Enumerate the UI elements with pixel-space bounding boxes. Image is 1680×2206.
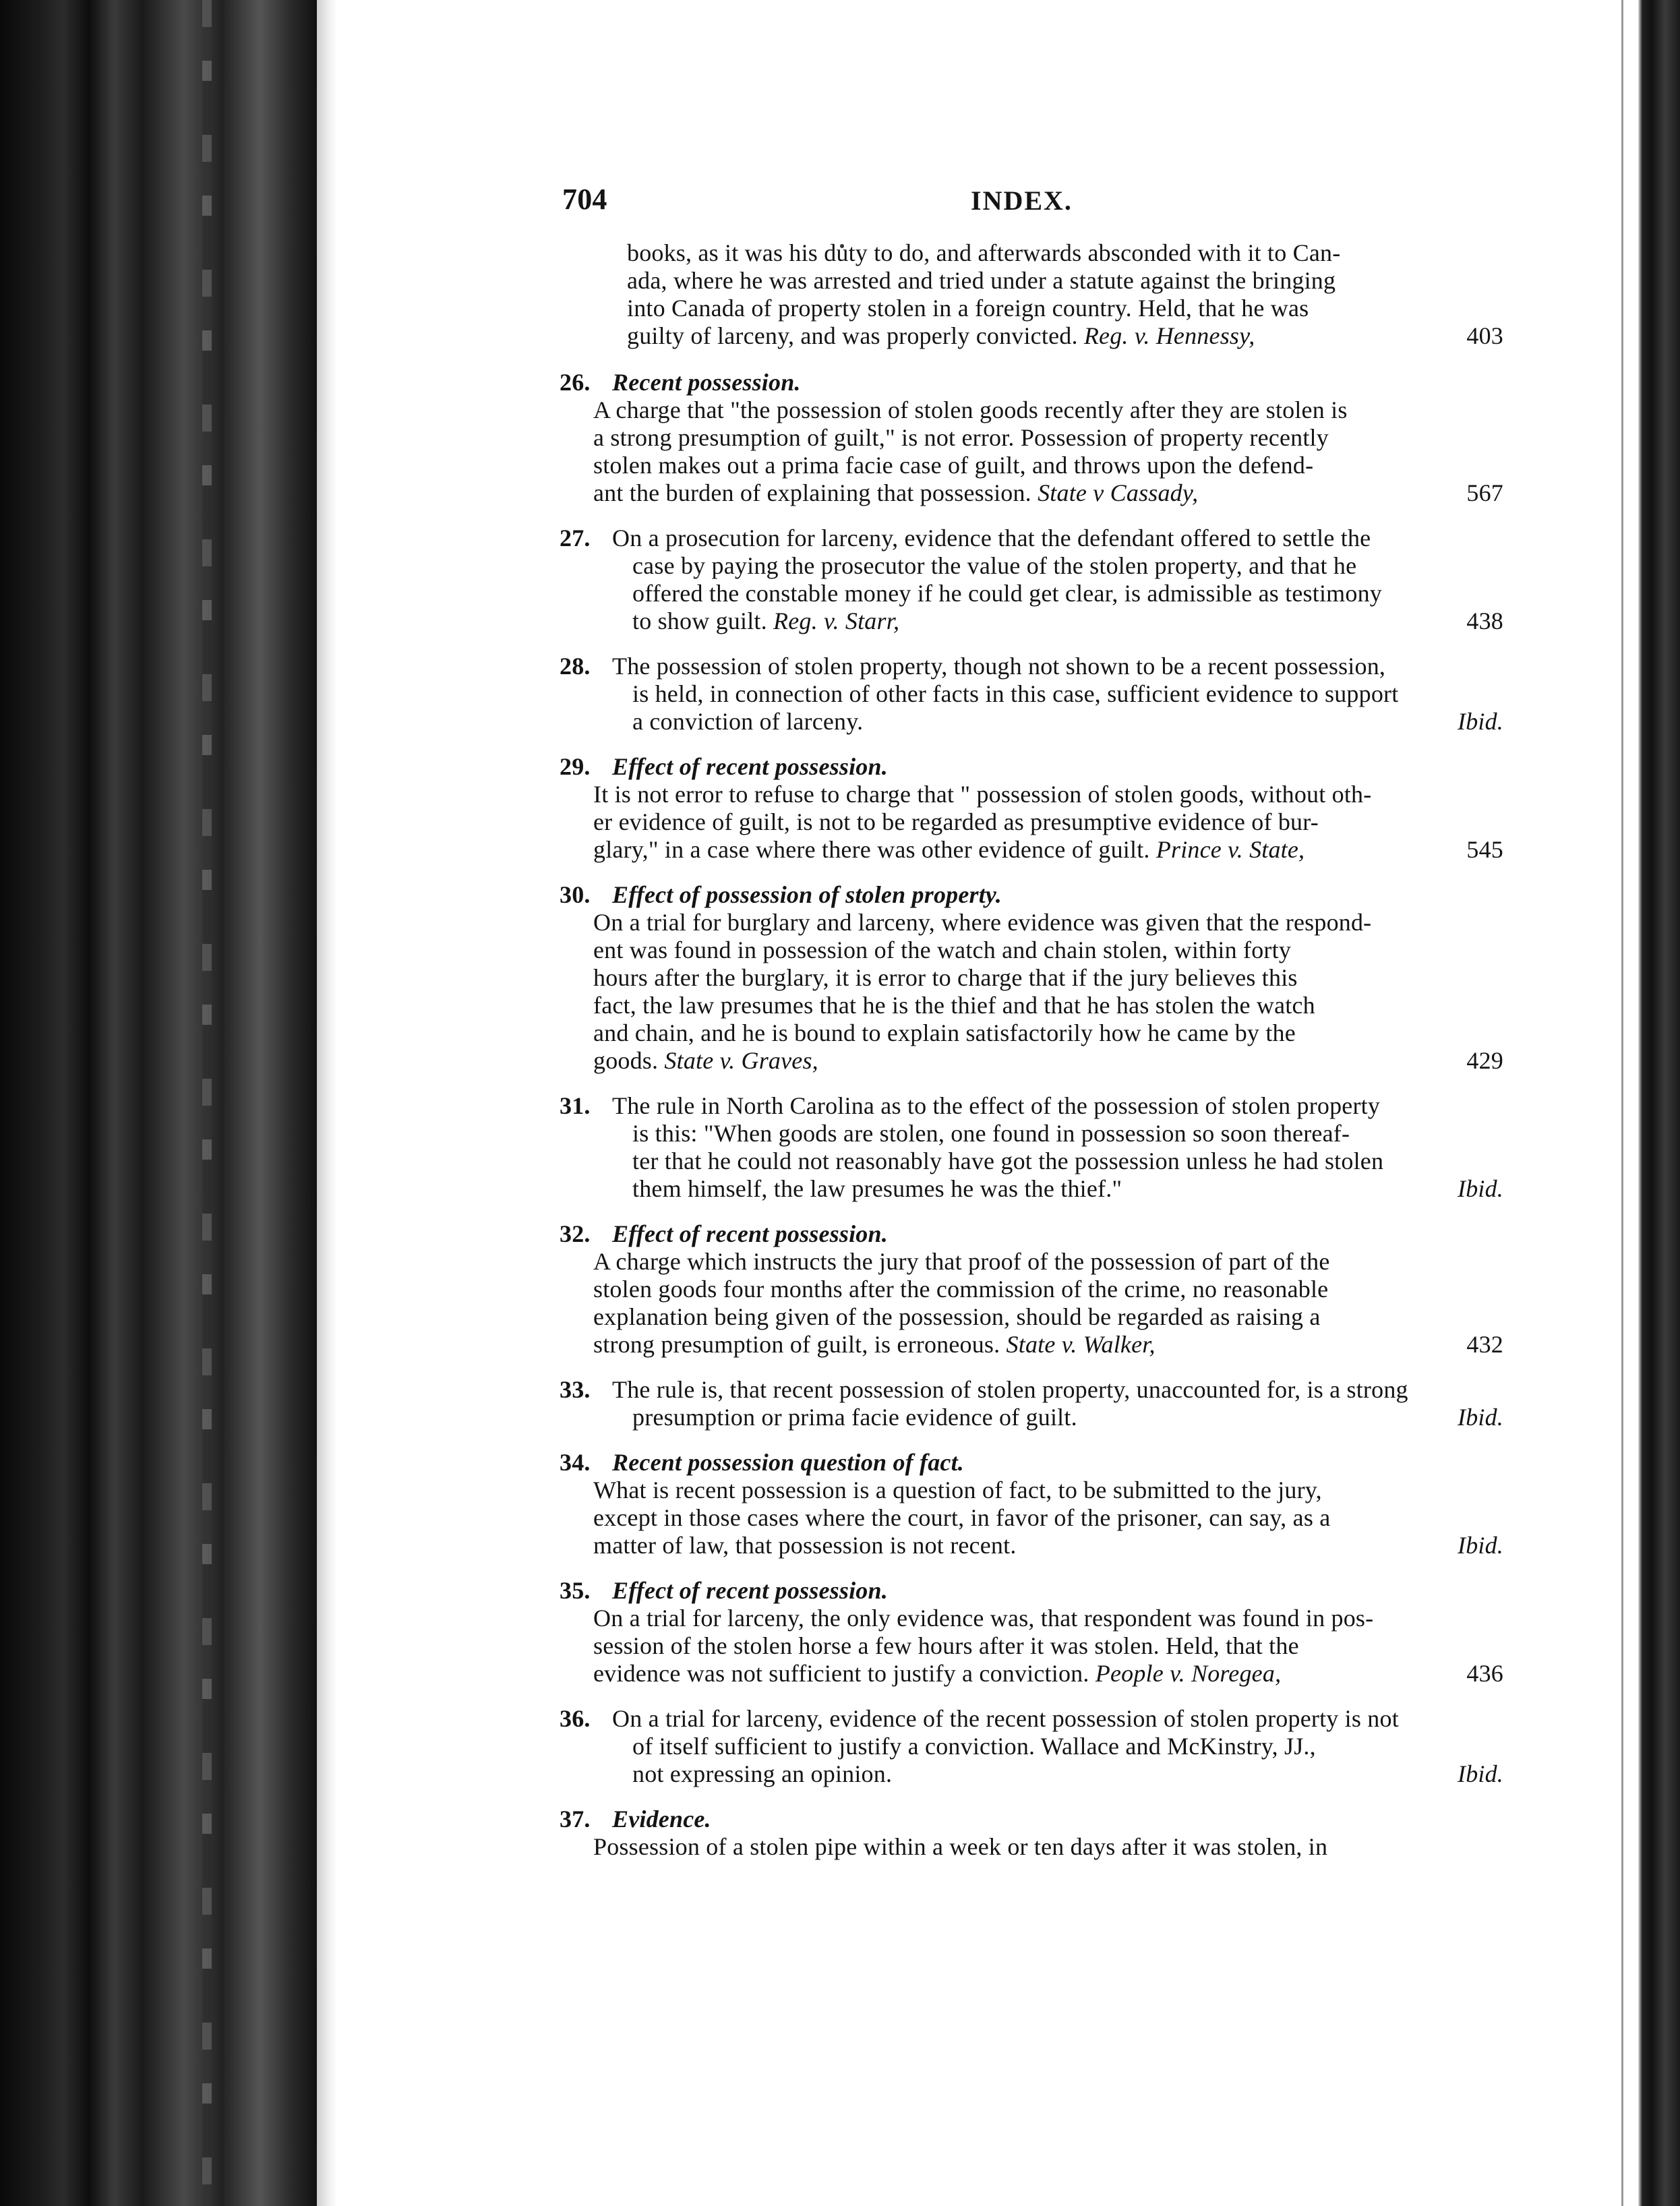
entry-last-line: [593, 1047, 1503, 1075]
entry-last-line: [593, 1331, 1503, 1359]
entry-last-text: goods.: [593, 1047, 659, 1074]
entry-topic: Recent possession.: [612, 369, 801, 396]
entry-number: 29.: [560, 753, 591, 780]
case-citation: Reg. v. Starr,: [773, 607, 900, 634]
page-reference: Ibid.: [1458, 708, 1503, 735]
entry-last-text: Possession of a stolen pipe within a week or ten days after it was stolen, in: [593, 1833, 1328, 1860]
entry-line: The rule in North Carolina as to the effect of the possession of stolen property: [612, 1092, 1381, 1119]
entry-body: [593, 1248, 1503, 1359]
entry-line: ent was found in possession of the watch and chain stolen, within forty: [593, 936, 1292, 963]
page-gutter-shadow: [317, 0, 337, 2206]
entry-line: stolen makes out a prima facie case of guilt, and throws upon the defend-: [593, 452, 1314, 479]
continued-last-line: [627, 322, 1503, 350]
index-entry: [553, 1705, 1503, 1788]
index-entry: [553, 753, 1503, 864]
case-citation: People v. Noregea,: [1095, 1660, 1282, 1687]
entry-number: 34.: [560, 1449, 591, 1476]
page-reference: Ibid.: [1458, 1175, 1503, 1202]
entry-last-line: [632, 1175, 1503, 1203]
entry-last-text: strong presumption of guilt, is erroneous.: [593, 1331, 1000, 1358]
continued-entry: [627, 239, 1503, 350]
entry-line: On a trial for larceny, evidence of the recent possession of stolen property is not: [612, 1705, 1399, 1732]
entry-last-text: to show guilt.: [632, 607, 767, 634]
case-citation: Reg. v. Hennessy,: [1083, 322, 1255, 349]
entry-line: is held, in connection of other facts in this case, sufficient evidence to support: [632, 680, 1399, 707]
running-title: INDEX.: [971, 185, 1073, 216]
entry-body: [612, 653, 1503, 736]
index-entry: [553, 1806, 1503, 1861]
entry-line: A charge which instructs the jury that proof of the possession of part of the: [593, 1248, 1330, 1275]
entry-line: and chain, and he is bound to explain satisfactorily how he came by the: [593, 1019, 1296, 1046]
index-entry: [553, 369, 1503, 507]
entry-line: a strong presumption of guilt," is not error. Possession of property recently: [593, 424, 1329, 451]
index-entry: [553, 1220, 1503, 1359]
entry-line: offered the constable money if he could get clear, is admissible as testimony: [632, 580, 1382, 607]
page-reference: 567: [1466, 479, 1503, 506]
index-entry: [553, 1092, 1503, 1203]
continued-line: books, as it was his duty to do, and afterwards absconded with it to Can-: [627, 239, 1341, 266]
page-header: [553, 185, 1503, 226]
entry-body: [612, 1376, 1503, 1431]
entry-topic: Effect of recent possession.: [612, 1220, 888, 1247]
entry-last-line: [632, 607, 1503, 635]
page-reference: 429: [1466, 1047, 1503, 1074]
entry-numbered-row: [560, 653, 1503, 736]
continued-line: ada, where he was arrested and tried under a statute against the bringing: [627, 267, 1336, 294]
page-reference: 438: [1466, 607, 1503, 634]
index-entries: [553, 369, 1503, 1861]
case-citation: State v. Graves,: [664, 1047, 818, 1074]
entry-number: 30.: [560, 881, 591, 908]
entry-heading: [560, 753, 1503, 781]
entry-heading: [560, 1449, 1503, 1477]
page-reference: Ibid.: [1458, 1532, 1503, 1559]
entry-heading: [560, 369, 1503, 396]
page-number: 704: [562, 183, 607, 216]
page-reference: 545: [1466, 836, 1503, 863]
entry-last-text: ant the burden of explaining that possession.: [593, 479, 1031, 506]
entry-body: [593, 1477, 1503, 1559]
index-entry: [553, 653, 1503, 736]
entry-line: On a trial for burglary and larceny, where evidence was given that the respond-: [593, 909, 1372, 936]
entry-line: On a prosecution for larceny, evidence that the defendant offered to settle the: [612, 525, 1371, 552]
entry-line: stolen goods four months after the commission of the crime, no reasonable: [593, 1276, 1329, 1303]
entry-line: case by paying the prosecutor the value of the stolen property, and that he: [632, 552, 1357, 579]
case-citation: Prince v. State,: [1156, 836, 1305, 863]
entry-last-line: [593, 479, 1503, 507]
entry-last-line: [632, 1760, 1503, 1788]
entry-number: 33.: [560, 1376, 591, 1403]
entry-numbered-row: [560, 1705, 1503, 1788]
index-entry: [553, 1577, 1503, 1688]
entry-line: ter that he could not reasonably have got the possession unless he had stolen: [632, 1147, 1384, 1174]
case-citation: State v Cassady,: [1038, 479, 1199, 506]
entry-last-text: evidence was not sufficient to justify a conviction.: [593, 1660, 1089, 1687]
index-entry: [553, 525, 1503, 635]
page-reference: Ibid.: [1458, 1404, 1503, 1431]
page-edge-line: [1621, 0, 1623, 2206]
index-page: [553, 185, 1503, 1878]
page-reference: 436: [1466, 1660, 1503, 1687]
entry-line: er evidence of guilt, is not to be regarded as presumptive evidence of bur-: [593, 808, 1319, 835]
entry-line: of itself sufficient to justify a conviction. Wallace and McKinstry, JJ.,: [632, 1733, 1316, 1760]
entry-heading: [560, 1577, 1503, 1605]
entry-line: explanation being given of the possession, should be regarded as raising a: [593, 1303, 1321, 1330]
entry-last-text: not expressing an opinion.: [632, 1760, 893, 1787]
entry-number: 37.: [560, 1806, 591, 1832]
entry-body: [593, 396, 1503, 507]
entry-heading: [560, 1806, 1503, 1833]
entry-line: fact, the law presumes that he is the thief and that he has stolen the watch: [593, 992, 1315, 1019]
page-reference: 403: [1466, 322, 1503, 349]
entry-topic: Recent possession question of fact.: [612, 1449, 965, 1476]
entry-number: 36.: [560, 1705, 591, 1732]
entry-number: 26.: [560, 369, 591, 396]
entry-number: 32.: [560, 1220, 591, 1247]
index-entry: [553, 1376, 1503, 1431]
entry-body: [612, 525, 1503, 635]
entry-last-text: matter of law, that possession is not recent.: [593, 1532, 1017, 1559]
entry-number: 31.: [560, 1092, 591, 1119]
entry-body: [593, 781, 1503, 864]
entry-body: [593, 1605, 1503, 1688]
entry-last-text: presumption or prima facie evidence of guilt.: [632, 1404, 1077, 1431]
next-page-edge: [1638, 0, 1680, 2206]
entry-last-line: [593, 836, 1503, 864]
entry-number: 27.: [560, 525, 591, 552]
case-citation: State v. Walker,: [1006, 1331, 1156, 1358]
entry-body: [593, 909, 1503, 1075]
entry-line: session of the stolen horse a few hours after it was stolen. Held, that the: [593, 1632, 1299, 1659]
entry-line: The possession of stolen property, though not shown to be a recent possession,: [612, 653, 1386, 680]
entry-numbered-row: [560, 1092, 1503, 1203]
entry-last-text: them himself, the law presumes he was the thief.": [632, 1175, 1122, 1202]
entry-line: On a trial for larceny, the only evidence was, that respondent was found in pos-: [593, 1605, 1374, 1632]
entry-line: hours after the burglary, it is error to charge that if the jury believes this: [593, 964, 1298, 991]
entry-topic: Effect of recent possession.: [612, 1577, 888, 1604]
entry-number: 28.: [560, 653, 591, 680]
entry-topic: Effect of possession of stolen property.: [612, 881, 1002, 908]
entry-body: [593, 1833, 1503, 1861]
entry-last-line: [632, 708, 1503, 736]
entry-line: A charge that "the possession of stolen goods recently after they are stolen is: [593, 396, 1348, 423]
entry-line: except in those cases where the court, in favor of the prisoner, can say, as a: [593, 1504, 1331, 1531]
entry-body: [612, 1092, 1503, 1203]
entry-topic: Evidence.: [612, 1806, 711, 1832]
entry-last-text: glary," in a case where there was other evidence of guilt.: [593, 836, 1150, 863]
entry-numbered-row: [560, 525, 1503, 635]
entry-last-text: a conviction of larceny.: [632, 708, 864, 735]
entry-heading: [560, 1220, 1503, 1248]
entry-heading: [560, 881, 1503, 909]
entry-line: is this: "When goods are stolen, one found in possession so soon thereaf-: [632, 1120, 1350, 1147]
index-entry: [553, 881, 1503, 1075]
entry-number: 35.: [560, 1577, 591, 1604]
continued-last-text: guilty of larceny, and was properly convicted.: [627, 322, 1078, 349]
page-reference: Ibid.: [1458, 1760, 1503, 1787]
entry-body: [612, 1705, 1503, 1788]
entry-numbered-row: [560, 1376, 1503, 1431]
entry-last-line: [593, 1532, 1503, 1559]
entry-last-line: [632, 1404, 1503, 1431]
continued-line: into Canada of property stolen in a foreign country. Held, that he was: [627, 295, 1309, 322]
entry-last-line: [593, 1660, 1503, 1688]
page-reference: 432: [1466, 1331, 1503, 1358]
entry-last-line: [593, 1833, 1503, 1861]
entry-line: It is not error to refuse to charge that " possession of stolen goods, without oth-: [593, 781, 1372, 808]
index-entry: [553, 1449, 1503, 1559]
entry-line: What is recent possession is a question of fact, to be submitted to the jury,: [593, 1477, 1322, 1503]
book-spine: [0, 0, 317, 2206]
entry-line: The rule is, that recent possession of stolen property, unaccounted for, is a strong: [612, 1376, 1408, 1403]
entry-topic: Effect of recent possession.: [612, 753, 888, 780]
